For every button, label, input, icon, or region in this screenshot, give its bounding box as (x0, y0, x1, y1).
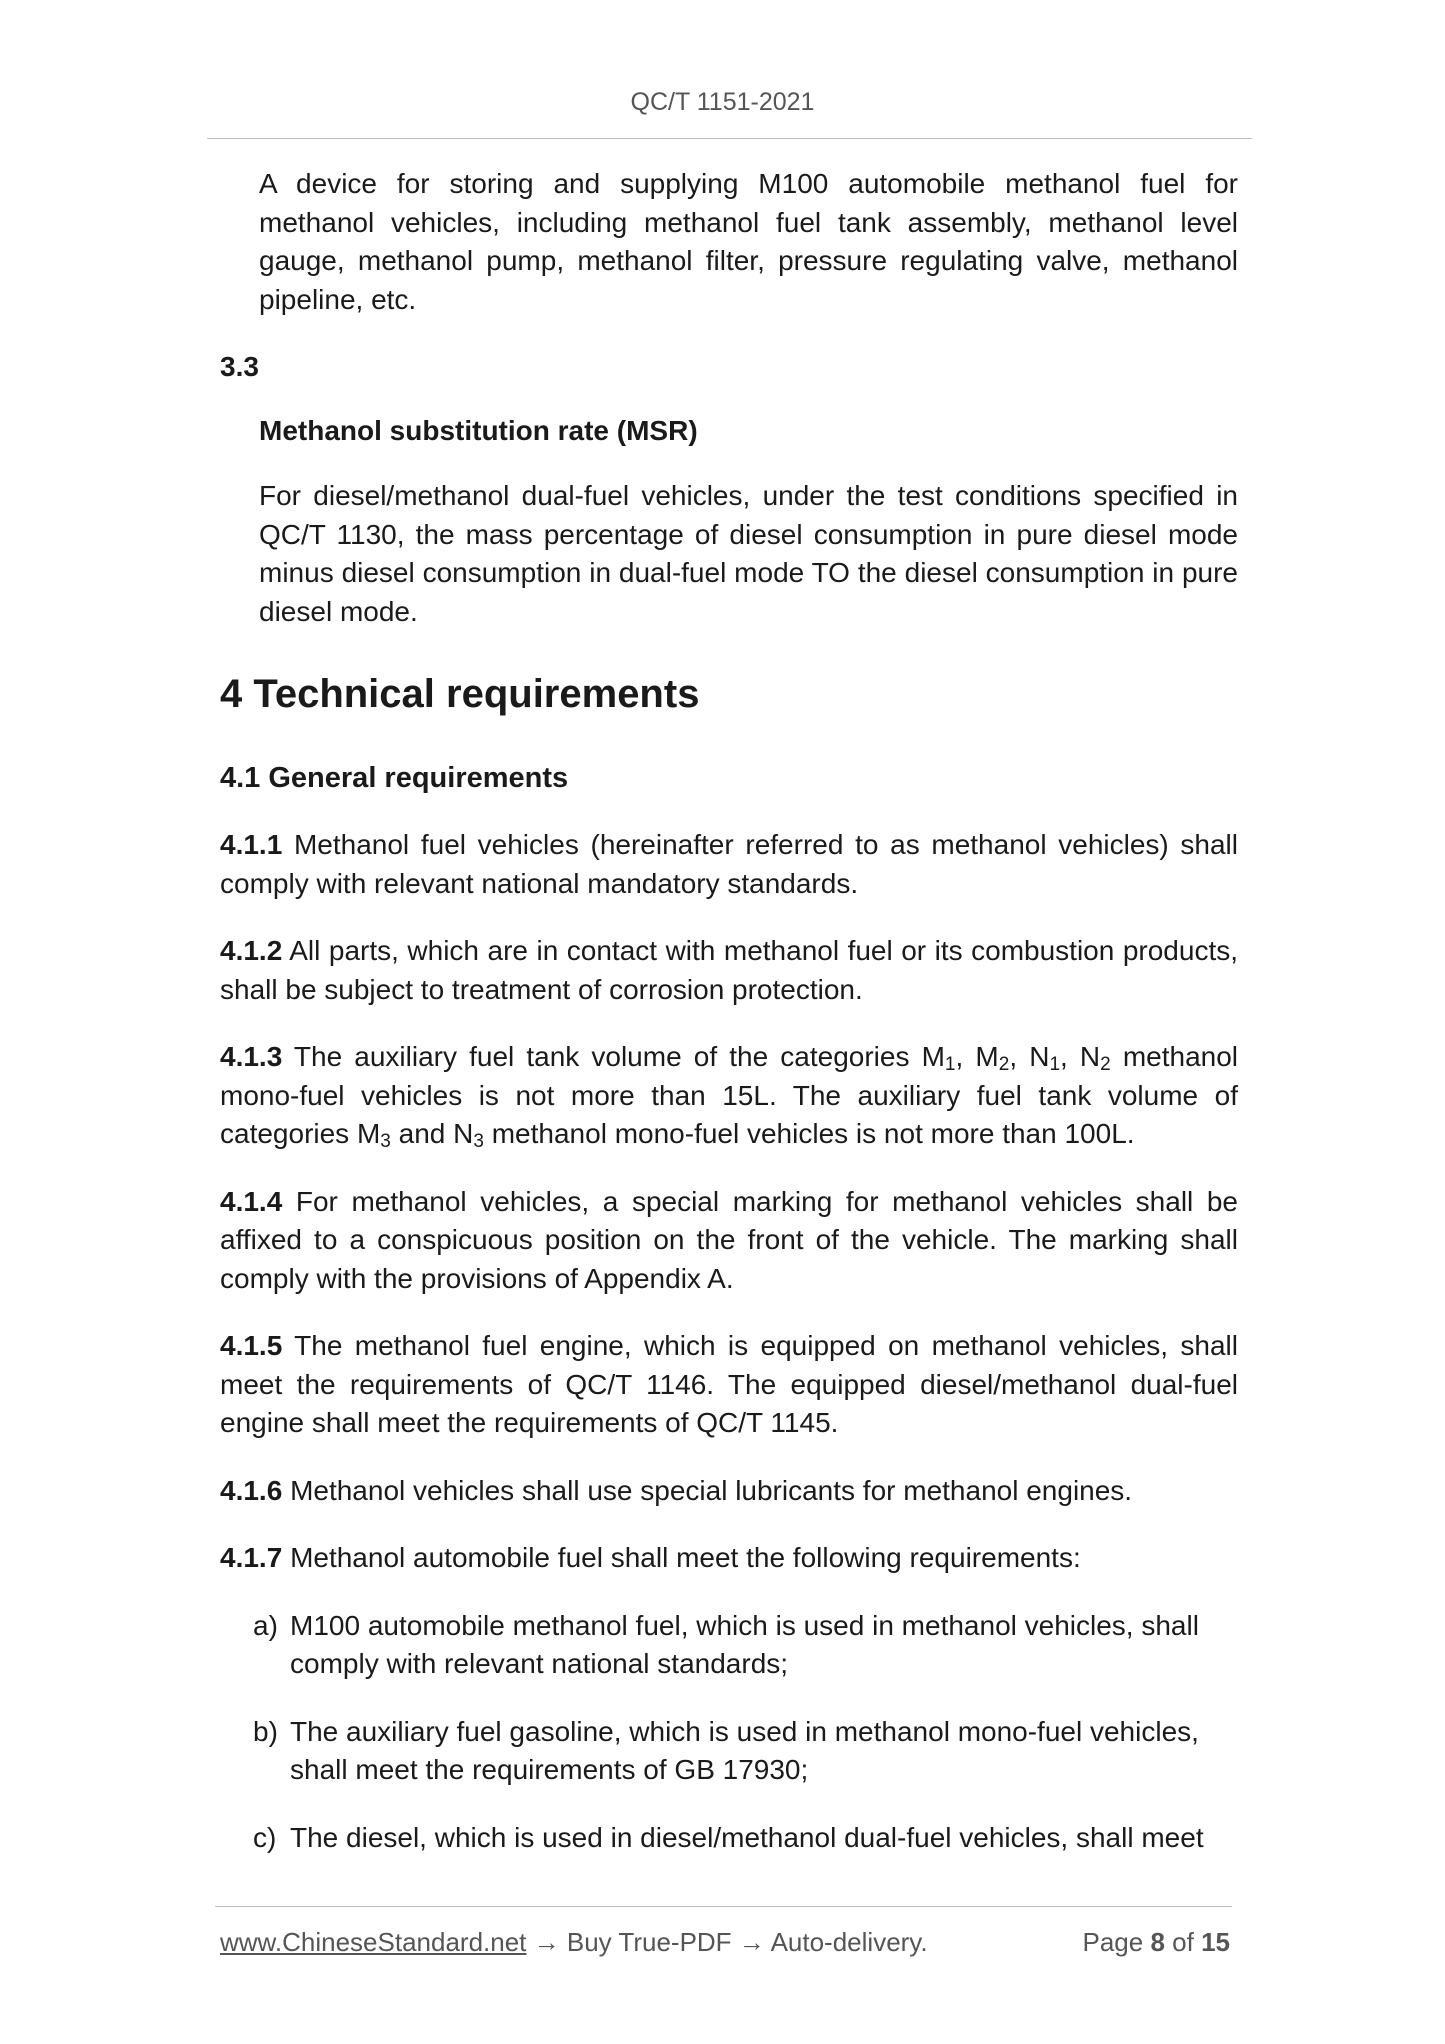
current-page: 8 (1150, 1927, 1165, 1957)
clause-text: Methanol fuel vehicles (hereinafter referred to as methanol vehicles) shall comply with relevant national mandatory standards. (220, 829, 1239, 899)
footer-divider (215, 1906, 1232, 1907)
subscript: 1 (944, 1054, 956, 1075)
clause-text: and N (390, 1118, 474, 1149)
subscript: 3 (380, 1131, 391, 1152)
list-item-c (220, 1819, 1238, 1858)
list-item-a (220, 1607, 1238, 1684)
header-divider (207, 138, 1252, 139)
list-item-text: The diesel, which is used in diesel/methanol dual-fuel vehicles, shall meet (290, 1821, 1204, 1853)
subscript: 1 (1049, 1054, 1061, 1075)
clause-number: 4.1.6 (220, 1474, 283, 1506)
clause-text: The auxiliary fuel tank volume of the categories M (293, 1041, 945, 1072)
clause-number: 4.1.4 (220, 1185, 283, 1217)
clause-4-1-6 (220, 1472, 1238, 1511)
clause-text: , N (1009, 1041, 1050, 1072)
footer-promo (220, 1927, 928, 1958)
clause-4-1-4 (220, 1183, 1238, 1299)
term-msr: Methanol substitution rate (MSR) (259, 414, 698, 446)
of-label: of (1172, 1927, 1194, 1957)
clause-text: , N (1060, 1041, 1101, 1072)
clause-text: methanol mono-fuel vehicles is not more than 15L. The auxiliary fuel tank volume of categories M (220, 1041, 1239, 1149)
page-header: QC/T 1151-2021 (630, 88, 815, 116)
clause-4-1-3 (220, 1038, 1238, 1154)
page-label: Page (1082, 1927, 1144, 1957)
clause-number: 4.1.2 (220, 935, 283, 966)
list-marker: b) (253, 1715, 278, 1747)
clause-4-1-1 (220, 826, 1238, 903)
document-body (220, 165, 1238, 1886)
definition-3-2-text: A device for storing and supplying M100 automobile methanol fuel for methanol vehicles, including methanol fuel tank assembly, methanol level gauge, methanol pump, methanol filter, pressure regulating valve, methanol pipeline, etc. (259, 168, 1238, 315)
clause-3-3-number: 3.3 (220, 351, 259, 382)
clause-number: 4.1.5 (220, 1330, 283, 1361)
subscript: 3 (473, 1131, 484, 1152)
clause-text: , M (955, 1041, 999, 1072)
subscript: 2 (1100, 1054, 1111, 1075)
section-4-heading: 4 Technical requirements (220, 672, 700, 716)
list-marker: c) (253, 1821, 277, 1853)
clause-text: All parts, which are in contact with methanol fuel or its combustion products, shall be subject to treatment of corrosion protection. (220, 935, 1239, 1005)
section-4-1-heading: 4.1 General requirements (220, 762, 569, 794)
total-pages: 15 (1201, 1927, 1230, 1957)
clause-number: 4.1.3 (220, 1041, 283, 1072)
footer-promo-text: → Buy True-PDF → Auto-delivery. (526, 1927, 928, 1957)
page-indicator (1082, 1927, 1230, 1958)
definition-msr: For diesel/methanol dual-fuel vehicles, under the test conditions specified in QC/T 1130, the mass percentage of diesel consumption in pure diesel mode minus diesel consumption in dual-fuel mode TO the diesel consumption in pure diesel mode. (259, 480, 1238, 627)
list-marker: a) (253, 1609, 278, 1641)
clause-text: For methanol vehicles, a special marking for methanol vehicles shall be affixed to a conspicuous position on the front of the vehicle. The marking shall comply with the provisions of Appendix A. (220, 1185, 1238, 1294)
clause-4-1-5 (220, 1327, 1238, 1443)
clause-4-1-2 (220, 932, 1238, 1009)
clause-text: Methanol automobile fuel shall meet the following requirements: (290, 1542, 1081, 1573)
list-item-text: M100 automobile methanol fuel, which is used in methanol vehicles, shall comply with relevant national standards; (290, 1609, 1199, 1679)
clause-text: methanol mono-fuel vehicles is not more than 100L. (483, 1118, 1135, 1149)
clause-text: Methanol vehicles shall use special lubricants for methanol engines. (290, 1474, 1133, 1506)
clause-4-1-7 (220, 1539, 1238, 1578)
list-item-text: The auxiliary fuel gasoline, which is used in methanol mono-fuel vehicles, shall meet the requirements of GB 17930; (290, 1715, 1199, 1785)
clause-text: The methanol fuel engine, which is equipped on methanol vehicles, shall meet the requirements of QC/T 1146. The equipped diesel/methanol dual-fuel engine shall meet the requirements of QC/T 1145. (220, 1330, 1238, 1438)
website-link[interactable]: www.ChineseStandard.net (220, 1927, 527, 1957)
clause-number: 4.1.1 (220, 829, 283, 860)
subscript: 2 (998, 1054, 1010, 1075)
clause-number: 4.1.7 (220, 1542, 283, 1573)
list-item-b (220, 1713, 1238, 1790)
